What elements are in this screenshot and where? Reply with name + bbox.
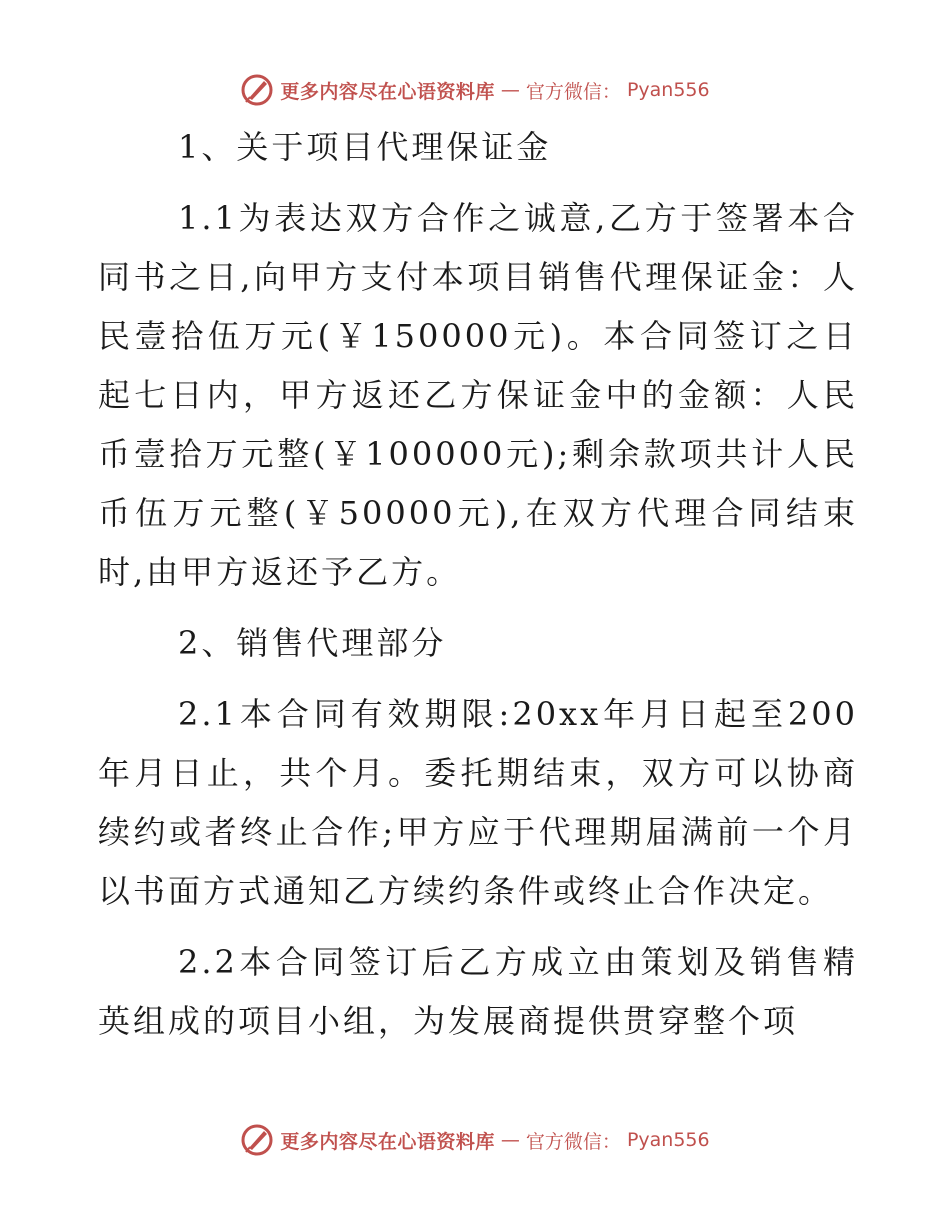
watermark-separator: —	[500, 1129, 520, 1151]
quill-pen-circle-icon	[240, 1123, 274, 1157]
section-heading-1: 1、关于项目代理保证金	[178, 128, 552, 166]
section-heading-2: 2、销售代理部分	[178, 624, 447, 662]
paragraph-2-1: 2.1本合同有效期限:20xx年月日起至200年月日止，共个月。委托期结束，双方可以协商续约或者终止合作;甲方应于代理期届满前一个月以书面方式通知乙方续约条件或终止合作决定。	[98, 695, 858, 910]
quill-pen-circle-icon	[240, 73, 274, 107]
document-body	[98, 118, 858, 1051]
watermark-brand: 更多内容尽在心语资料库	[280, 1130, 495, 1153]
watermark-label: 官方微信：	[525, 1130, 621, 1153]
watermark-footer	[0, 1120, 950, 1160]
watermark-header	[0, 70, 950, 110]
watermark-brand: 更多内容尽在心语资料库	[280, 80, 495, 103]
watermark-separator: —	[500, 79, 520, 101]
watermark-label: 官方微信：	[525, 80, 621, 103]
watermark-handle: Pyan556	[626, 1129, 710, 1151]
watermark-handle: Pyan556	[626, 79, 710, 101]
paragraph-2-2: 2.2本合同签订后乙方成立由策划及销售精英组成的项目小组，为发展商提供贯穿整个项	[98, 943, 858, 1040]
paragraph-1-1: 1.1为表达双方合作之诚意,乙方于签署本合同书之日,向甲方支付本项目销售代理保证金：人民壹拾伍万元(￥150000元)。本合同签订之日起七日内，甲方返还乙方保证金中的金额：人民币壹拾万元整(￥100000元);剩余款项共计人民币伍万元整(￥50000元),在双方代理合同结束时,由甲方返还予乙方。	[98, 199, 858, 591]
